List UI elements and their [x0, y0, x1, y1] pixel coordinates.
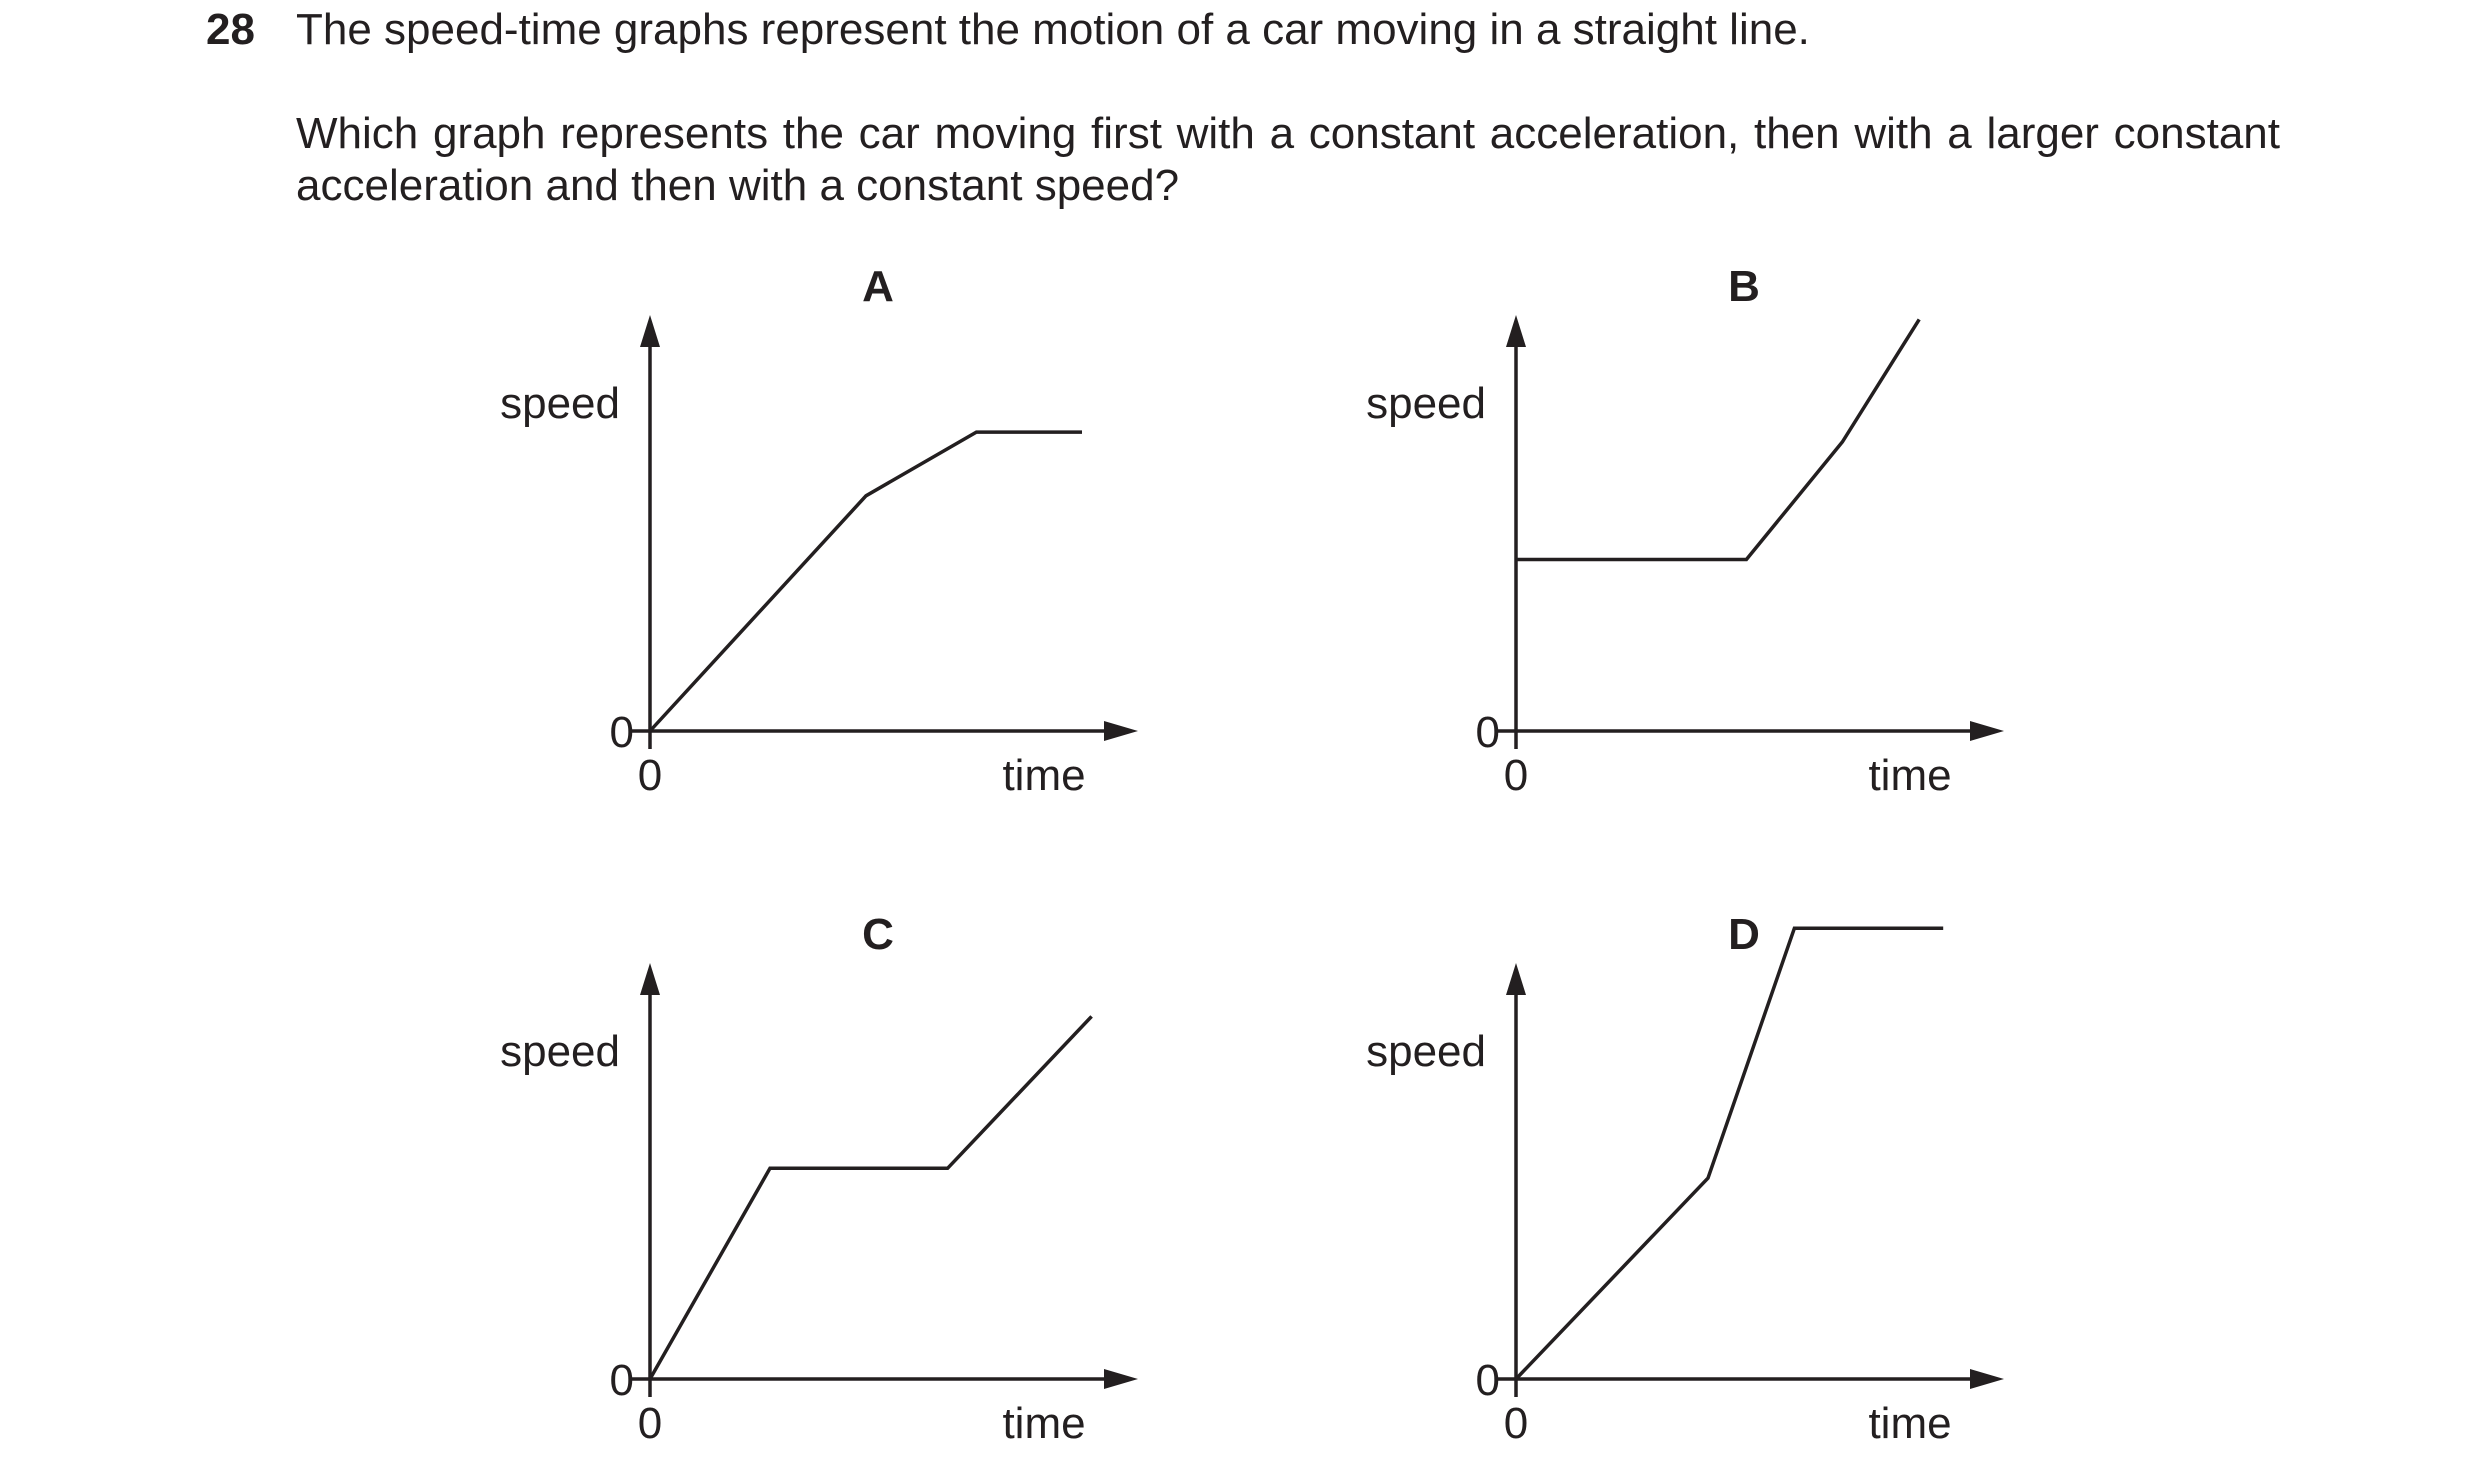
x-axis-arrowhead [1970, 1369, 2004, 1389]
y-origin-tick-label: 0 [609, 1356, 634, 1405]
speed-time-line [1516, 928, 1943, 1379]
y-axis-label: speed [1366, 1027, 1486, 1076]
speed-time-line [650, 1016, 1092, 1379]
graph-option-a[interactable] [500, 262, 1138, 800]
y-origin-tick-label: 0 [1475, 708, 1500, 757]
x-origin-tick-label: 0 [637, 1399, 663, 1448]
y-axis-arrowhead [640, 315, 660, 347]
question-stem: The speed-time graphs represent the motion of a car moving in a straight line. [296, 5, 1810, 54]
speed-time-line [1516, 319, 1919, 559]
x-axis-label: time [1868, 751, 1952, 800]
y-axis-label: speed [500, 1027, 620, 1076]
y-origin-tick-label: 0 [609, 708, 634, 757]
y-axis-arrowhead [1506, 315, 1526, 347]
graph-option-b[interactable] [1366, 262, 2004, 800]
x-origin-tick-label: 0 [637, 751, 663, 800]
option-letter: B [1728, 262, 1760, 311]
x-axis-label: time [1002, 1399, 1086, 1448]
option-letter: A [862, 262, 894, 311]
x-origin-tick-label: 0 [1503, 1399, 1529, 1448]
speed-time-line [650, 432, 1082, 731]
graph-option-c[interactable] [500, 910, 1138, 1448]
graph-option-d[interactable] [1366, 910, 2004, 1448]
x-axis-arrowhead [1970, 721, 2004, 741]
question-prompt: Which graph represents the car moving first with a constant acceleration, then with a larger constant acceleration and then with a constant speed? [296, 109, 2280, 210]
x-axis-label: time [1868, 1399, 1952, 1448]
x-axis-label: time [1002, 751, 1086, 800]
y-axis-label: speed [500, 379, 620, 428]
option-letter: D [1728, 910, 1760, 959]
y-axis-arrowhead [1506, 963, 1526, 995]
x-origin-tick-label: 0 [1503, 751, 1529, 800]
question-number: 28 [206, 5, 255, 54]
y-axis-label: speed [1366, 379, 1486, 428]
x-axis-arrowhead [1104, 1369, 1138, 1389]
x-axis-arrowhead [1104, 721, 1138, 741]
y-origin-tick-label: 0 [1475, 1356, 1500, 1405]
y-axis-arrowhead [640, 963, 660, 995]
option-letter: C [862, 910, 894, 959]
